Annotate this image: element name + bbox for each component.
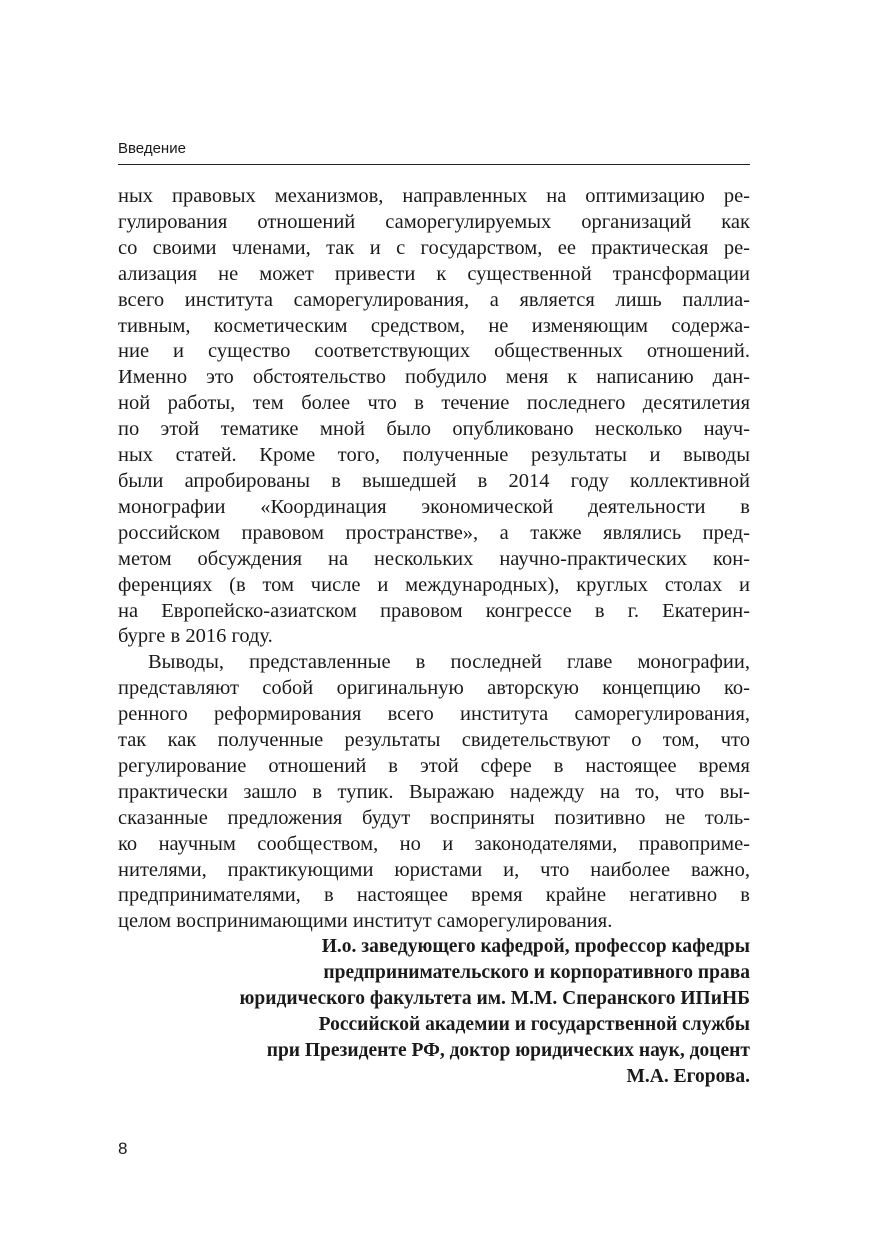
signature-line: при Президенте РФ, доктор юридических наук, доцент (266, 1039, 750, 1061)
text-line: российском правовом пространстве», а также являлись пред- (118, 521, 750, 544)
author-name: М.А. Егорова. (626, 1065, 750, 1087)
text-line: сказанные предложения будут восприняты позитивно не толь- (118, 806, 750, 829)
text-line: были апробированы в вышедшей в 2014 году коллективной (118, 469, 750, 492)
signature-line: предпринимательского и корпоративного права (323, 961, 750, 983)
header-divider (118, 164, 750, 165)
text-line: тивным, косметическим средством, не изменяющим содержа- (118, 314, 750, 337)
text-line: ние и существо соответствующих общественных отношений. (118, 340, 750, 363)
text-line: на Европейско-азиатском правовом конгрессе в г. Екатерин- (118, 599, 750, 622)
paragraph-2 (118, 650, 750, 935)
text-line: по этой тематике мной было опубликовано несколько науч- (118, 418, 750, 441)
text-line: так как полученные результаты свидетельствуют о том, что (118, 729, 750, 752)
author-signature-block (118, 934, 750, 1089)
text-line: представляют собой оригинальную авторскую концепцию ко- (118, 677, 750, 700)
page-number: 8 (118, 1139, 128, 1158)
text-line: ных правовых механизмов, направленных на оптимизацию ре- (118, 185, 750, 207)
text-line: практически зашло в тупик. Выражаю надежду на то, что вы- (118, 780, 750, 803)
text-line: всего института саморегулирования, а является лишь паллиа- (118, 288, 750, 311)
text-line: нителями, практикующими юристами и, что наиболее важно, (118, 858, 750, 881)
body-text (118, 184, 750, 935)
text-line: метом обсуждения на нескольких научно-практических кон- (118, 547, 750, 570)
paragraph-1 (118, 184, 750, 650)
running-head: Введение (118, 140, 186, 157)
text-line: ренного реформирования всего института саморегулирования, (118, 703, 750, 726)
signature-line: И.о. заведующего кафедрой, профессор кафедры (321, 936, 750, 957)
signature-line: юридического факультета им. М.М. Сперанского ИПиНБ (239, 987, 750, 1009)
text-line: регулирование отношений в этой сфере в настоящее время (118, 754, 750, 777)
signature-line: Российской академии и государственной службы (318, 1013, 750, 1035)
text-line: ных статей. Кроме того, полученные результаты и выводы (118, 444, 750, 467)
text-line: ной работы, тем более что в течение последнего десятилетия (118, 392, 750, 415)
text-line: ко научным сообществом, но и законодателями, правоприме- (118, 832, 750, 855)
text-line: со своими членами, так и с государством, ее практическая ре- (118, 236, 750, 259)
text-line: Выводы, представленные в последней главе монографии, (148, 651, 750, 674)
text-line: ференциях (в том числе и международных), круглых столах и (118, 573, 750, 596)
text-line: Именно это обстоятельство побудило меня к написанию дан- (118, 366, 750, 389)
text-line: предпринимателями, в настоящее время крайне негативно в (118, 884, 750, 907)
text-line: бурге в 2016 году. (118, 625, 273, 648)
text-line: монографии «Координация экономической деятельности в (118, 495, 750, 518)
text-line: ализация не может привести к существенной трансформации (118, 262, 750, 285)
text-line: гулирования отношений саморегулируемых организаций как (118, 210, 750, 233)
text-line: целом воспринимающими институт саморегулирования. (118, 910, 613, 933)
